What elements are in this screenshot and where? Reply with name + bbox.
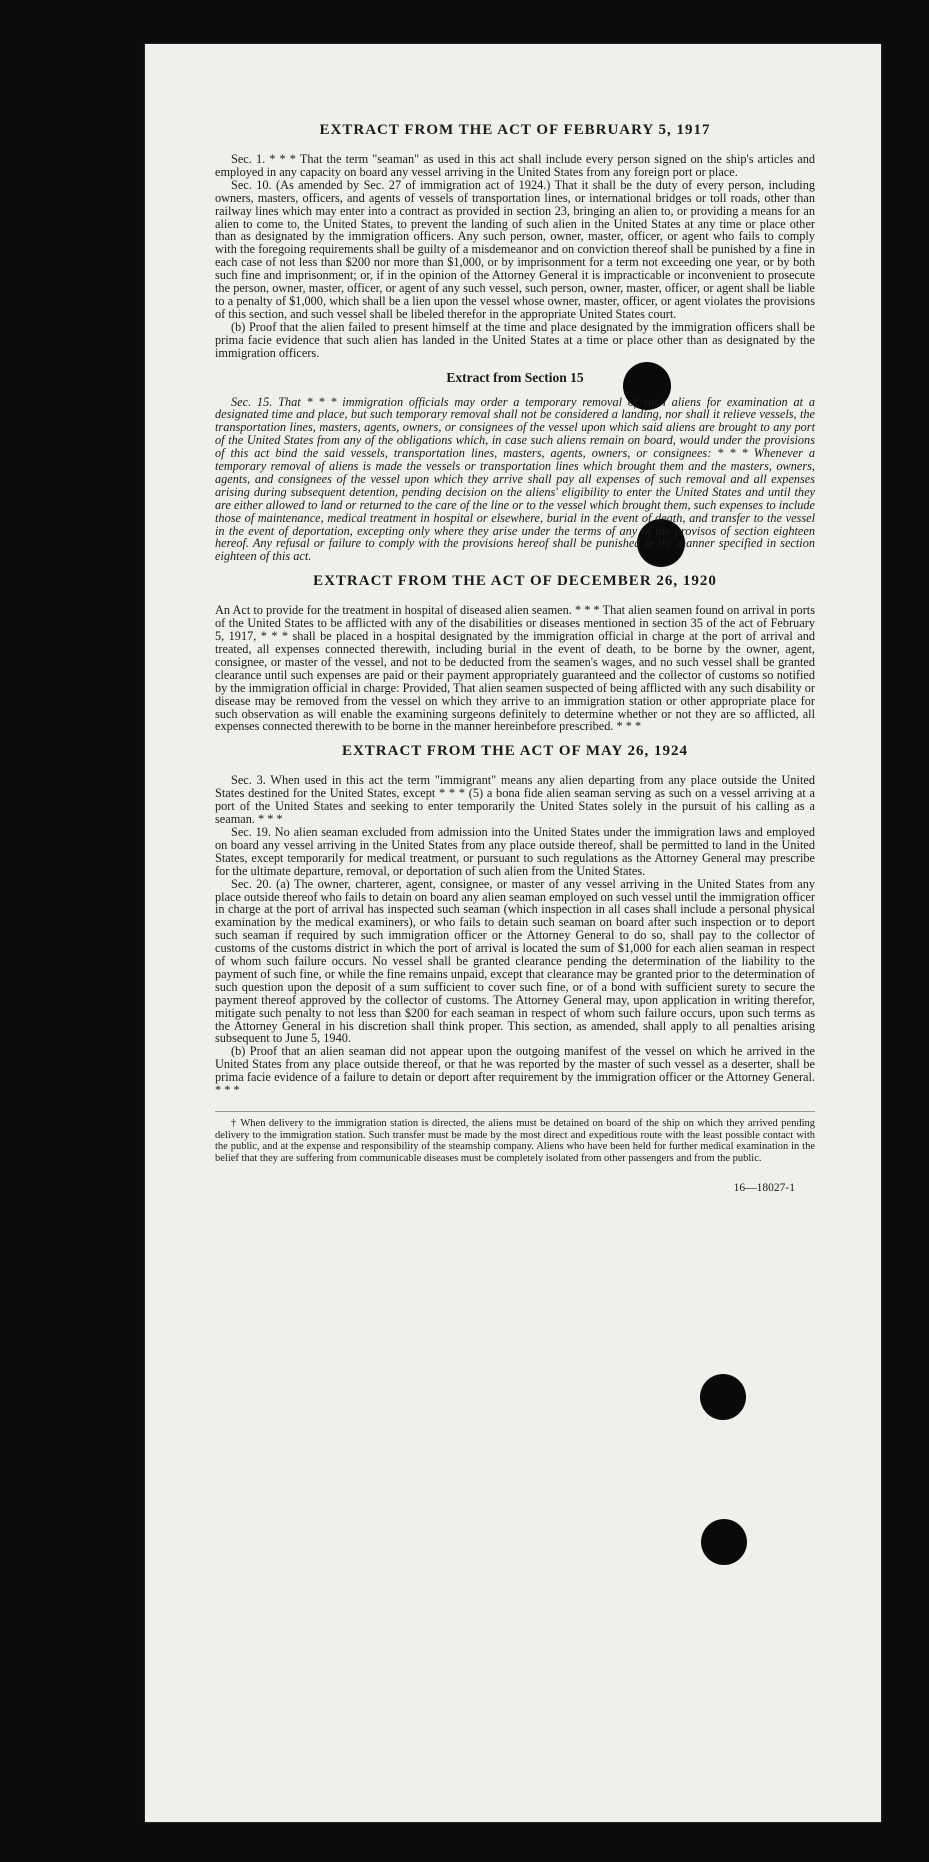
section-heading: EXTRACT FROM THE ACT OF MAY 26, 1924 bbox=[341, 743, 689, 760]
paragraph: (b) Proof that an alien seaman did not appear upon the outgoing manifest of the vessel on which he arrived in the United States from any place outside thereof, or that he was reported by the master of such vessel as a deserter, shall be prima facie evidence of a failure to detain or deport after requirement by the immigration officer or the Attorney General. * * * bbox=[215, 1044, 815, 1098]
footnote bbox=[215, 1111, 815, 1164]
section-heading: EXTRACT FROM THE ACT OF DECEMBER 26, 1920 bbox=[313, 573, 717, 590]
paragraph: Sec. 15. That * * * immigration officials may order a temporary removal of such aliens for examination at a designated time and place, but such temporary removal shall not be considered a landing, nor shall it relieve vessels, the transportation lines, masters, agents, owners, or consignees of the vessel upon which said aliens are brought to any port of the United States from any of the obligations which, in case such aliens remain on board, would under the provisions of this act bind the said vessels, transportation lines, masters, agents, owners, or consignees: * * * Whenever a temporary removal of aliens is made the vessels or transportation lines which brought them and the masters, owners, agents, and consignees of the vessel upon which they arrive shall pay all expenses of such removal and all expenses arising during subsequent detention, pending decision on the aliens' eligibility to enter the United States and until they are either allowed to land or returned to the care of the line or to the vessel which brought them, such expenses to include those of maintenance, medical treatment in hospital or elsewhere, burial in the event of death, and transfer to the vessel in the event of deportation, excepting only where they arise under the terms of any of the provisos of section eighteen hereof. Any refusal or failure to comply with the provisions hereof shall be punished in the manner specified in section eighteen of this act. bbox=[215, 394, 815, 564]
form-number: 16—18027-1 bbox=[733, 1182, 795, 1194]
section-heading: EXTRACT FROM THE ACT OF FEBRUARY 5, 1917 bbox=[319, 122, 711, 138]
section-act-1920 bbox=[215, 573, 815, 733]
paragraph: Sec. 20. (a) The owner, charterer, agent, consignee, or master of any vessel arriving in the United States from any place outside thereof who fails to detain on board any alien seaman employed on such vessel until the immigration officer in charge at the port of arrival has inspected such seaman (which inspection in all cases shall include a personal physical examination by the medical examiners), or who fails to detain such seaman on board after such inspection or to deport such seaman if required by such immigration officer or the Attorney General to do so, shall pay to the collector of customs of the customs district in which the port of arrival is located the sum of $1,000 for each alien seaman in respect of whom such failure occurs. No vessel shall be granted clearance pending the determination of the liability to the payment of such fine, or while the fine remains unpaid, except that clearance may be granted prior to the determination of such question upon the deposit of a sum sufficient to cover such fine, or of a bond with sufficient surety to secure the payment thereof approved by the collector of customs. The Attorney General may, upon application in writing therefor, mitigate such penalty to not less than $200 for each seaman in respect of whom such failure occurs, upon such terms as the Attorney General in his discretion shall think proper. This section, as amended, shall apply to all penalties arising subsequent to June 5, 1940. bbox=[215, 876, 815, 1046]
document-body bbox=[215, 122, 815, 1194]
section-15-extract bbox=[215, 370, 815, 564]
paragraph: (b) Proof that the alien failed to present himself at the time and place designated by the immigration officers shall be prima facie evidence that such alien has landed in the United States at a time or place other than as designated by the immigration officers. bbox=[215, 319, 815, 360]
section-act-1917 bbox=[215, 122, 815, 360]
paragraph: Sec. 19. No alien seaman excluded from admission into the United States under the immigration laws and employed on board any vessel arriving in the United States from any place outside thereof, shall be permitted to land in the United States, except temporarily for medical treatment, or pursuant to such regulations as the Attorney General may prescribe for the ultimate departure, removal, or deportation of such alien from the United States. bbox=[215, 824, 815, 878]
section-heading: Extract from Section 15 bbox=[446, 369, 584, 385]
punch-hole bbox=[701, 1519, 747, 1565]
paragraph: Sec. 3. When used in this act the term "immigrant" means any alien departing from any place outside the United States destined for the United States, except * * * (5) a bona fide alien seaman serving as such on a vessel arriving at a port of the United States and seeking to enter temporarily the United States solely in the pursuit of his calling as a seaman. * * * bbox=[215, 773, 815, 827]
section-act-1924 bbox=[215, 743, 815, 1097]
paragraph: Sec. 10. (As amended by Sec. 27 of immigration act of 1924.) That it shall be the duty of every person, including owners, masters, officers, and agents of vessels of transportation lines, or international bridges or toll roads, other than railway lines which may enter into a contract as provided in section 23, bringing an alien to, or providing a means for an alien to come to, the United States, to prevent the landing of such alien in the United States at any time or place other than as designated by the immigration officers. Any such person, owner, master, officer, or agent who fails to comply with the foregoing requirements shall be guilty of a misdemeanor and on conviction thereof shall be punished by a fine in each case of not less than $200 nor more than $1,000, or by imprisonment for a term not exceeding one year, or by both such fine and imprisonment; or, if in the opinion of the Attorney General it is impracticable or inconvenient to prosecute the person, owner, master, officer, or agent of any such vessel, such person, owner, master, officer, or agent shall be liable to a penalty of $1,000, which shall be a lien upon the vessel whose owner, master, officer, or agent violates the provisions of this section, and such vessel shall be libeled therefor in the appropriate United States court. bbox=[215, 177, 815, 321]
footnote-text: † When delivery to the immigration station is directed, the aliens must be detained on board of the ship on which they arrived pending delivery to the immigration station. Such transfer must be made by the most direct and expeditious route with the least possible contact with the public, and at the expense and responsibility of the steamship company. Aliens who have been held for further medical examination in the belief that they are suffering from communicable diseases must be completely isolated from other passengers and from the public. bbox=[215, 1118, 815, 1164]
paragraph: An Act to provide for the treatment in hospital of diseased alien seamen. * * * That alien seamen found on arrival in ports of the United States to be afflicted with any of the disabilities or diseases mentioned in section 35 of the act of February 5, 1917, * * * shall be placed in a hospital designated by the immigration official in charge at the port of arrival and treated, all expenses connected therewith, including burial in the event of death, to be borne by the owner, agent, consignee, or master of the vessel, and not to be deducted from the seamen's wages, and no such vessel shall be granted clearance until such expenses are paid or their payment appropriately guaranteed and the collector of customs so notified by the immigration official in charge: Provided, That alien seamen suspected of being afflicted with any such disability or disease may be removed from the vessel on which they arrive to an immigration station or other appropriate place for such observation as will enable the examining surgeons definitely to determine whether or not they are so afflicted, all expenses connected therewith to be borne in the manner hereinbefore prescribed. * * * bbox=[215, 603, 815, 734]
paragraph: Sec. 1. * * * That the term "seaman" as used in this act shall include every person signed on the ship's articles and employed in any capacity on board any vessel arriving in the United States from any foreign port or place. bbox=[215, 152, 815, 179]
document-page bbox=[145, 44, 881, 1822]
punch-hole bbox=[700, 1374, 746, 1420]
